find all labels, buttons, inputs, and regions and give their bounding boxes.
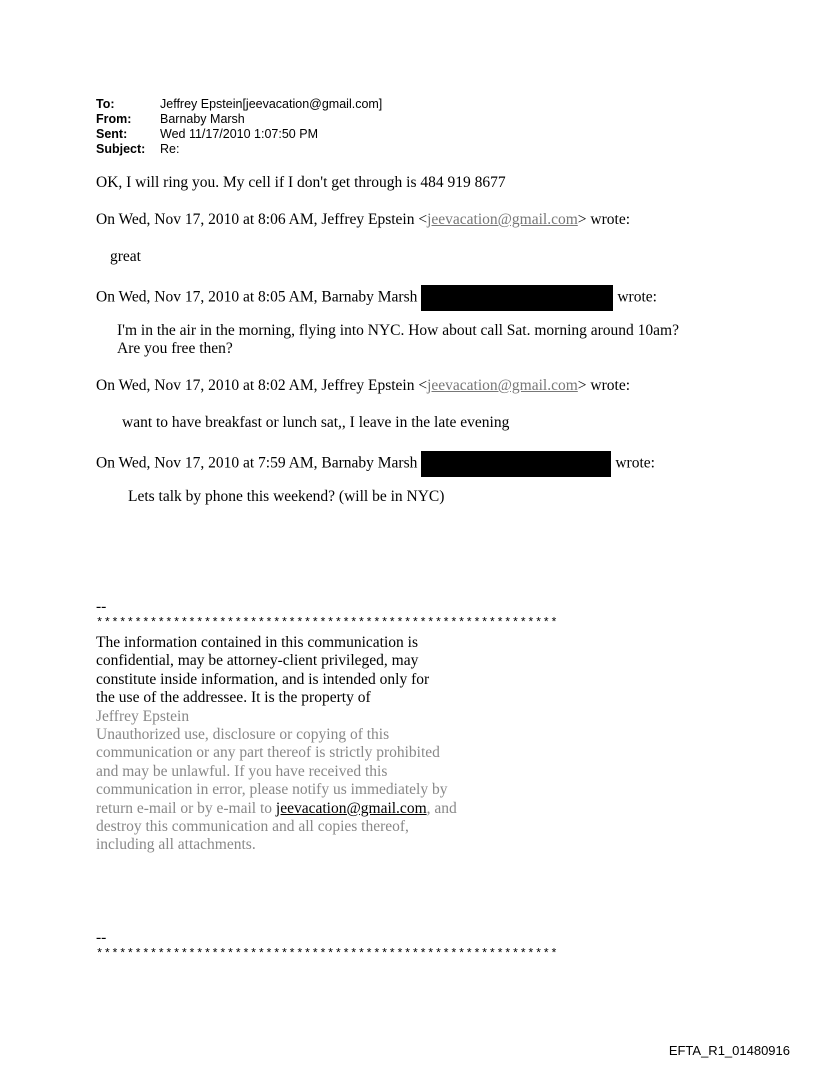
disclaimer-line: the use of the addressee. It is the property of xyxy=(96,689,371,707)
quote-header-prefix: On Wed, Nov 17, 2010 at 7:59 AM, Barnaby Marsh xyxy=(96,454,418,472)
quote-header-1 xyxy=(96,211,630,229)
from-row xyxy=(96,112,382,127)
disclaimer-line: The information contained in this communication is xyxy=(96,634,418,651)
signature-dashes: -- xyxy=(96,598,107,615)
quote-header-suffix: > wrote: xyxy=(577,211,631,228)
quote-header-prefix: On Wed, Nov 17, 2010 at 8:02 AM, Jeffrey Epstein < xyxy=(96,377,428,394)
subject-row xyxy=(96,142,382,157)
quote-text-3: want to have breakfast or lunch sat,, I leave in the late evening xyxy=(122,414,510,431)
signature-stars: ************************************************************ xyxy=(96,947,559,961)
quote-header-prefix: On Wed, Nov 17, 2010 at 8:06 AM, Jeffrey Epstein < xyxy=(96,211,428,228)
disclaimer-line xyxy=(96,800,476,818)
message-body-line: OK, I will ring you. My cell if I don't get through is 484 919 8677 xyxy=(96,174,506,191)
email-link[interactable]: jeevacation@gmail.com xyxy=(275,799,427,817)
to-row xyxy=(96,97,382,112)
redaction-box xyxy=(421,451,611,477)
quote-header-suffix: wrote: xyxy=(615,454,655,472)
email-link[interactable]: jeevacation@gmail.com xyxy=(427,211,578,228)
quote-header-3 xyxy=(96,377,630,395)
sent-value: Wed 11/17/2010 1:07:50 PM xyxy=(160,127,318,141)
quote-header-prefix: On Wed, Nov 17, 2010 at 8:05 AM, Barnaby Marsh xyxy=(96,288,418,306)
redaction-box xyxy=(421,285,613,311)
quote-text-4: Lets talk by phone this weekend? (will be in NYC) xyxy=(128,488,445,505)
sent-row xyxy=(96,127,382,142)
quote-text-2b: Are you free then? xyxy=(117,340,233,357)
disclaimer-line: constitute inside information, and is intended only for xyxy=(96,670,430,688)
disclaimer-line: communication in error, please notify us immediately by xyxy=(96,781,448,799)
from-label: From: xyxy=(96,112,132,126)
disclaimer-line: Jeffrey Epstein xyxy=(96,707,190,725)
quote-header-suffix: > wrote: xyxy=(577,377,631,394)
disclaimer-line: destroy this communication and all copies thereof, xyxy=(96,818,409,836)
document-id: EFTA_R1_01480916 xyxy=(668,1043,790,1058)
from-value: Barnaby Marsh xyxy=(160,112,245,126)
signature-stars: ************************************************************ xyxy=(96,616,559,630)
disclaimer-line: including all attachments. xyxy=(96,836,256,854)
disclaimer xyxy=(96,634,476,855)
sent-label: Sent: xyxy=(96,127,128,141)
email-link[interactable]: jeevacation@gmail.com xyxy=(427,377,578,394)
to-value: Jeffrey Epstein[jeevacation@gmail.com] xyxy=(160,97,383,111)
email-header xyxy=(96,97,382,157)
subject-value: Re: xyxy=(160,142,180,156)
subject-label: Subject: xyxy=(96,142,146,156)
disclaimer-line: Unauthorized use, disclosure or copying of this xyxy=(96,726,390,744)
quote-header-4 xyxy=(96,451,655,477)
quote-text-2a: I'm in the air in the morning, flying into NYC. How about call Sat. morning around 10am? xyxy=(117,322,679,339)
disclaimer-text: , and xyxy=(426,799,457,817)
quote-header-2 xyxy=(96,285,657,311)
disclaimer-line: communication or any part thereof is strictly prohibited xyxy=(96,744,440,762)
quote-header-suffix: wrote: xyxy=(617,288,657,306)
disclaimer-line: confidential, may be attorney-client privileged, may xyxy=(96,652,419,670)
to-label: To: xyxy=(96,97,115,111)
signature-dashes: -- xyxy=(96,929,107,946)
disclaimer-text: return e-mail or by e-mail to xyxy=(96,799,276,817)
disclaimer-line: and may be unlawful. If you have received this xyxy=(96,762,388,780)
quote-text-1: great xyxy=(110,248,141,265)
